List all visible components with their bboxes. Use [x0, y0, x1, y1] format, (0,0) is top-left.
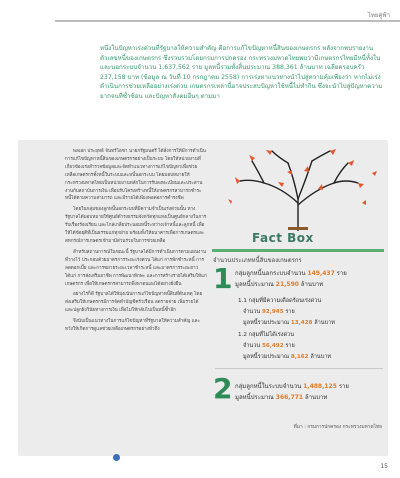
fact1-debt-line: [235, 279, 323, 289]
fact1-sub1-debt-unit: ล้านบาท: [314, 320, 335, 326]
fact-divider: [215, 368, 383, 369]
fact-number-1: 1: [213, 262, 233, 295]
body-paragraph-2: โดยในกลุ่มของลูกหนี้นอกระบบที่มีความจำเป็นเร่งด่วนนั้น ทางรัฐบาลได้มอบหมายให้ศูนย์ดำรงธรรมจังหวัดทุกแห่งเป็นศูนย์กลางในการรับเรื่องร้องเรียน และไกล่เกลี่ยประนอมหนี้ระหว่างเจ้าหนี้และลูกหนี้ เพื่อให้ได้ข้อยุติที่เป็นธรรมแก่ทุกฝ่าย พร้อมทั้งให้ธนาคารเพื่อการเกษตรและสหกรณ์การเกษตรเข้ามามีส่วนร่วมในการช่วยเหลือ: [65, 207, 207, 244]
fact-number-2: 2: [213, 372, 233, 405]
intro-text: หนึ่งในปัญหาเร่งด่วนที่รัฐบาลให้ความสำคัญ คือการแก้ไขปัญหาหนี้สินของเกษตรกร หลังจากพบรายงานตัวเลขหนี้ของเกษตรกร ซึ่งรวบรวมโดยกรมการปกครอง กระทรวงมหาดไทยพบว่ามีเกษตรกรไทยมีหนี้ทั้งในและนอกระบบจำนวน 1,637,562 ราย มูลหนี้รวมทั้งสิ้นประมาณ 388,361 ล้านบาท เฉลี่ยครอบครัว 237,158 บาท (ข้อมูล ณ วันที่ 10 กรกฎาคม 2558) การเร่งหาแนวทางนำไปสู่ความคุ้มเพียงว่า หากไม่เร่งดำเนินการช่วยเหลืออย่างเร่งด่วน เกษตรกรเหล่านี้อาจประสบปัญหาใช้หนี้ไม่ทำกิน ซึ่งจะนำไปสู่ปัญหาความยากจนที่ซ้ำซ้อน และปัญหาสังคมอื่นๆ ตามมา: [100, 45, 383, 100]
fact2-debtors-value: 1,488,125: [303, 383, 337, 390]
fact2-debtors-unit: ราย: [338, 383, 349, 390]
fact1-sub1-debt-value: 13,428: [290, 320, 313, 326]
fact2-debt-label: มูลหนี้ประมาณ: [235, 394, 274, 401]
fact2-debt-value: 366,771: [275, 394, 304, 401]
body-paragraph-3: สำหรับสถานการณ์ในขณะนี้ รัฐบาลได้มีการดำเนินการตามแผนงานที่วางไว้ ประกอบด้วยมาตรการระยะเร่งด่วน ได้แก่ การพักชำระหนี้ การลดดอกเบี้ย และการขยายระยะเวลาชำระหนี้ และมาตรการระยะยาว ได้แก่ การส่งเสริมอาชีพ การพัฒนาทักษะ และการสร้างรายได้เสริมให้แก่เกษตรกร เพื่อให้เกษตรกรสามารถพึ่งพาตนเองได้อย่างยั่งยืน: [65, 249, 207, 287]
fact1-sub2-count-value: 56,492: [262, 343, 284, 349]
fact-box-subtitle: จำนวนประเภทหนี้สินของเกษตรกร: [213, 257, 302, 264]
body-paragraph-5: จึงนับเป็นแนวทางในการแก้ไขปัญหาที่รัฐบาลให้ความสำคัญ และหวังให้เกิดการดูแลช่วยเหลือเกษตรกรอย่างทั่วถึง: [65, 319, 200, 333]
fact2-debtors-label: กลุ่มลูกหนี้ในระบบจำนวน: [235, 383, 302, 390]
body-paragraph-4: อย่างไรก็ดี รัฐบาลได้ให้มุ่งเน้นการแก้ไขปัญหาหนี้สินที่ต้นเหตุ โดยส่งเสริมให้เกษตรกรมีการจัดทำบัญชีครัวเรือน ลดรายจ่าย เพิ่มรายได้ และปลูกฝังวินัยทางการเงิน เพื่อไม่ให้กลับไปเป็นหนี้ซ้ำอีก: [65, 292, 203, 314]
fact1-sub1-count: [243, 308, 295, 316]
fact1-sub2-debt-value: 8,162: [290, 354, 309, 360]
body-paragraph-1: พลเอก ประยุทธ์ จันทร์โอชา นายกรัฐมนตรี ได้สั่งการให้มีการดำเนินการแก้ไขปัญหาหนี้สินของเกษตรกรอย่างเป็นระบบ โดยให้หน่วยงานที่เกี่ยวข้องเร่งสำรวจข้อมูลและจัดทำแนวทางการแก้ไขปัญหาเพื่อช่วยเหลือเกษตรกรทั้งหนี้ในระบบและหนี้นอกระบบ โดยมอบหมายให้กระทรวงมหาดไทยเป็นหน่วยงานหลักในการรับลงทะเบียนและประสานงานกับสถาบันการเงิน เพื่อปรับโครงสร้างหนี้ให้เกษตรกรสามารถชำระหนี้ได้ตามความสามารถ และมีรายได้เพียงพอต่อการดำรงชีพ: [65, 149, 206, 202]
fact2-debt-line: [235, 392, 327, 402]
end-mark-icon: [113, 454, 120, 461]
fact1-sub1-debt: [243, 319, 335, 327]
article-body: [65, 148, 207, 337]
fact-box-title: Fact Box: [252, 231, 314, 245]
section-label: ไทยคู่ฟ้า: [367, 12, 390, 19]
fact1-sub2-debt-unit: ล้านบาท: [310, 354, 332, 360]
money-tree-illustration: [212, 143, 384, 231]
fact2-debtors-line: [235, 381, 349, 391]
fact1-sub2-count: [243, 342, 295, 350]
fact1-sub2-count-label: จำนวน: [243, 343, 261, 349]
fact1-sub2-count-unit: ราย: [285, 343, 295, 349]
fact-box-rule: [212, 249, 384, 252]
fact1-debt-label: มูลหนี้ประมาณ: [235, 281, 274, 288]
fact1-sub2-debt-label: มูลหนี้รวมประมาณ: [243, 354, 290, 360]
source-note: ที่มา : กรมการปกครอง กระทรวงมหาดไทย: [293, 425, 382, 430]
fact1-debtors-value: 149,437: [307, 270, 335, 277]
fact1-sub1-count-value: 92,945: [262, 309, 284, 315]
fact1-sub1-count-label: จำนวน: [243, 309, 261, 315]
fact1-sub1-count-unit: ราย: [285, 309, 295, 315]
fact1-debt-value: 21,590: [275, 281, 299, 288]
header-rule: [55, 20, 400, 22]
fact1-sub2-debt: [243, 353, 331, 361]
fact1-debt-unit: ล้านบาท: [300, 281, 324, 288]
fact2-debt-unit: ล้านบาท: [305, 394, 328, 401]
page-number: 15: [380, 463, 388, 470]
fact1-debtors-unit: ราย: [336, 270, 347, 277]
fact1-sub2-title: 1.2 กลุ่มที่ไม่ได้เร่งด่วน: [238, 332, 295, 338]
intro-paragraph: [100, 44, 390, 102]
fact1-sub1-debt-label: มูลหนี้รวมประมาณ: [243, 320, 290, 326]
fact1-debtors-label: กลุ่มลูกหนี้นอกระบบจำนวน: [235, 270, 306, 277]
fact1-debtors-line: [235, 268, 347, 278]
fact1-sub1-title: 1.1 กลุ่มที่มีความเดือดร้อนเร่งด่วน: [238, 298, 322, 304]
